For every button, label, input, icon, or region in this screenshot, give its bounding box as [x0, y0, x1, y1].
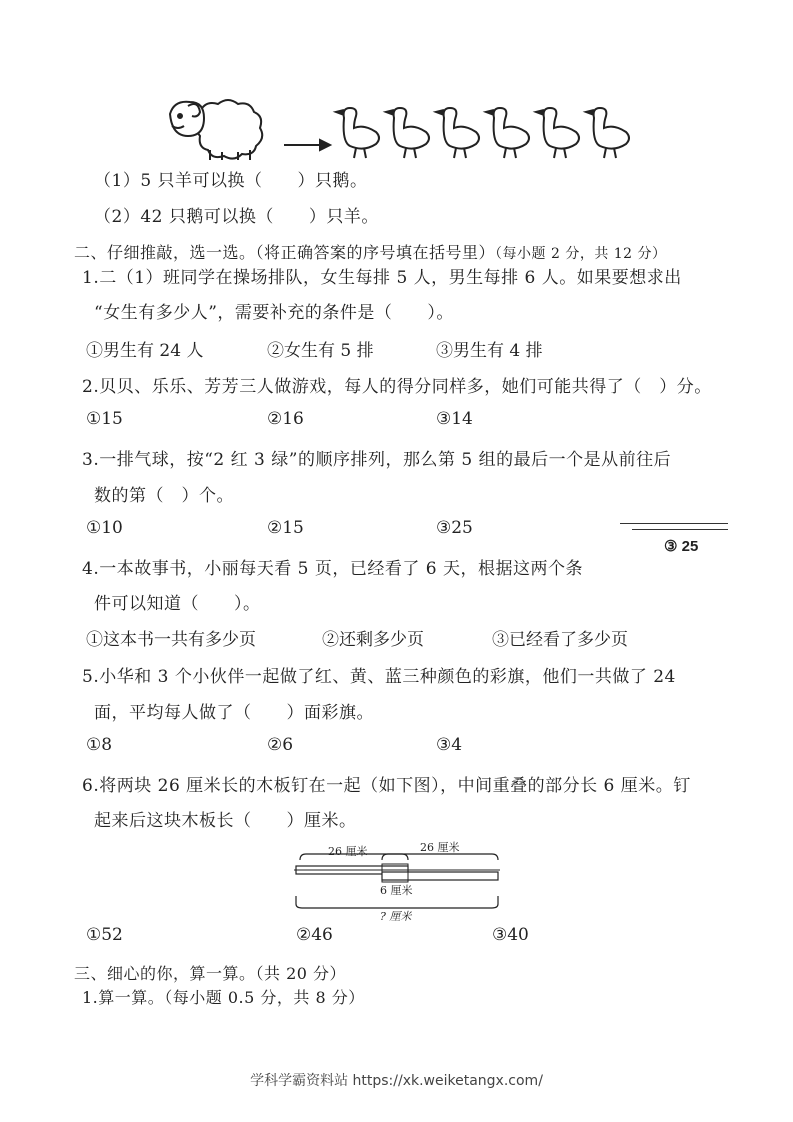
q5-line-2: 面，平均每人做了（ ）面彩旗。 — [94, 703, 374, 723]
q6-line-2: 起来后这块木板长（ ）厘米。 — [94, 811, 357, 831]
q5-option-a: ①8 — [86, 735, 113, 755]
q6-option-b: ②46 — [296, 925, 333, 945]
q4-option-a: ①这本书一共有多少页 — [86, 630, 256, 650]
q1-line-1: 1.二（1）班同学在操场排队，女生每排 5 人，男生每排 6 人。如果要想求出 — [82, 268, 682, 288]
q4-line-1: 4.一本故事书，小丽每天看 5 页，已经看了 6 天，根据这两个条 — [82, 559, 583, 579]
left-board-label: 26 厘米 — [328, 845, 368, 858]
section-3-sub-1: 1.算一算。（每小题 0.5 分，共 8 分） — [82, 988, 365, 1007]
total-label: ? 厘米 — [380, 910, 412, 923]
q1-option-a: ①男生有 24 人 — [86, 341, 204, 361]
q2-line-1: 2.贝贝、乐乐、芳芳三人做游戏，每人的得分同样多，她们可能共得了（ ）分。 — [82, 377, 712, 397]
page-footer: 学科学霸资料站 https://xk.weiketangx.com/ — [250, 1073, 543, 1089]
q5-option-c: ③4 — [436, 735, 463, 755]
q2-option-c: ③14 — [436, 409, 473, 429]
q3-line-2: 数的第（ ）个。 — [94, 486, 234, 506]
q3-line-1: 3.一排气球，按“2 红 3 绿”的顺序排列，那么第 5 组的最后一个是从前往后 — [82, 450, 672, 470]
overlap-label: 6 厘米 — [380, 884, 413, 897]
total-brace — [296, 896, 498, 908]
section-2-title — [74, 240, 667, 263]
q4-option-c: ③已经看了多少页 — [492, 630, 628, 650]
goose-icon — [336, 108, 379, 158]
q6-option-c: ③40 — [492, 925, 529, 945]
q4-line-2: 件可以知道（ ）。 — [94, 594, 261, 614]
sheep-geese-picture — [160, 92, 630, 164]
q2-option-a: ①15 — [86, 409, 123, 429]
q3-option-a: ①10 — [86, 518, 123, 538]
q1-option-c: ③男生有 4 排 — [436, 341, 543, 361]
goose-icon — [486, 108, 529, 158]
q1-option-b: ②女生有 5 排 — [267, 341, 374, 361]
section-3-title: 三、细心的你，算一算。（共 20 分） — [74, 964, 347, 983]
section-2-title-text: 二、仔细推敲，选一选。（将正确答案的序号填在括号里） — [74, 243, 496, 262]
q1-line-2: “女生有多少人”，需要补充的条件是（ ）。 — [94, 303, 454, 323]
right-board-brace — [382, 854, 498, 860]
goose-icon — [436, 108, 479, 158]
section-2-score-note: （每小题 2 分，共 12 分） — [495, 246, 667, 262]
goose-icon — [386, 108, 429, 158]
arrow-right-icon — [284, 140, 330, 150]
prev-question-2: （2）42 只鹅可以换（ ）只羊。 — [94, 207, 379, 227]
right-board-label: 26 厘米 — [420, 841, 460, 854]
q6-option-a: ①52 — [86, 925, 123, 945]
q6-line-1: 6.将两块 26 厘米长的木板钉在一起（如下图），中间重叠的部分长 6 厘米。钉 — [82, 776, 691, 796]
q5-line-1: 5.小华和 3 个小伙伴一起做了红、黄、蓝三种颜色的彩旗，他们一共做了 24 — [82, 667, 676, 687]
q3-option-b: ②15 — [267, 518, 304, 538]
stray-line-1 — [620, 523, 728, 524]
prev-question-1: （1）5 只羊可以换（ ）只鹅。 — [94, 171, 368, 191]
goose-icon — [536, 108, 579, 158]
sheep-icon — [170, 100, 262, 160]
q4-option-b: ②还剩多少页 — [322, 630, 424, 650]
board-diagram — [292, 838, 504, 924]
stray-snippet — [620, 521, 730, 557]
q3-option-c: ③25 — [436, 518, 473, 538]
goose-icon — [586, 108, 629, 158]
stray-snippet-text: ③ 25 — [664, 538, 699, 555]
q2-option-b: ②16 — [267, 409, 304, 429]
q5-option-b: ②6 — [267, 735, 294, 755]
stray-line-2 — [632, 529, 728, 530]
right-board — [382, 872, 498, 880]
